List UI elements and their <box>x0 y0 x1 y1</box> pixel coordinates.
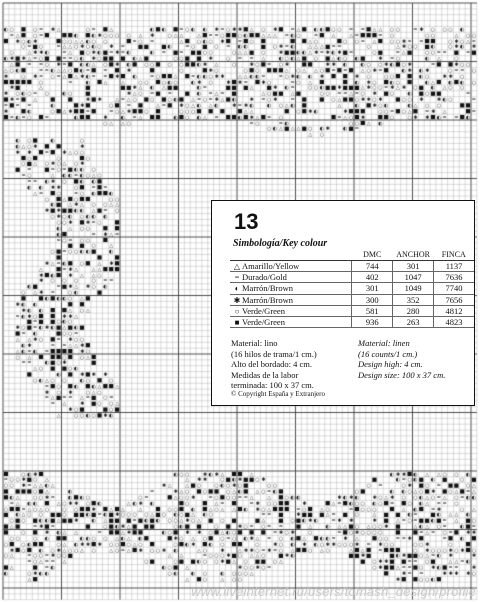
thread-color-name: Marrón/Brown <box>242 283 293 294</box>
dmc-code: 744 <box>352 261 393 272</box>
finca-code: 7740 <box>434 283 474 294</box>
dmc-code: 936 <box>352 316 393 327</box>
key-title: Simbología/Key colour <box>233 238 328 249</box>
key-row-half-moon <box>230 283 474 294</box>
key-row-triangle-outline <box>230 261 474 272</box>
color-key-table <box>230 249 474 328</box>
color-key-rows <box>230 261 474 328</box>
material-english: Material: linen (16 counts/1 cm.) Design high: 4 cm. Design size: 100 x 37 cm. <box>358 338 446 380</box>
anchor-code: 263 <box>393 316 434 327</box>
circle-outline-icon: ○ <box>234 306 240 316</box>
key-row-circle-outline <box>230 305 474 316</box>
thread-color-name: Verde/Green <box>242 317 285 328</box>
finca-code: 4812 <box>434 305 474 316</box>
material-spanish: Material: lino (16 hilos de trama/1 cm.) Alto del bordado: 4 cm. Medidas de la labor terminada: 100 x 37 cm. <box>231 338 317 390</box>
anchor-code: 1049 <box>393 283 434 294</box>
key-row-square-filled <box>230 316 474 327</box>
column-anchor: ANCHOR <box>393 249 434 261</box>
half-moon-icon: ◐ <box>234 284 240 294</box>
finca-code: 4823 <box>434 316 474 327</box>
thread-color-name: Marrón/Brown <box>242 294 293 305</box>
pattern-number: 13 <box>234 209 259 234</box>
square-filled-icon: ■ <box>234 318 240 328</box>
thread-color-name: Verde/Green <box>242 305 285 316</box>
anchor-code: 352 <box>393 294 434 305</box>
dmc-code: 581 <box>352 305 393 316</box>
watermark-url: www.liveinternet.ru/users/tomash_design/profile <box>191 584 476 599</box>
anchor-code: 301 <box>393 261 434 272</box>
triangle-outline-icon: △ <box>233 262 241 272</box>
finca-code: 1137 <box>434 261 474 272</box>
finca-code: 7636 <box>434 272 474 283</box>
dmc-code: 402 <box>352 272 393 283</box>
star-filled-icon: ✱ <box>233 295 241 305</box>
key-colour-panel <box>211 200 475 406</box>
dmc-code: 300 <box>352 294 393 305</box>
copyright-note: © Copyright España y Extranjero <box>231 390 325 398</box>
key-row-star-filled <box>230 294 474 305</box>
thread-color-name: Amarillo/Yellow <box>242 261 300 272</box>
equals-bar-icon: = <box>234 273 240 283</box>
dmc-code: 301 <box>352 283 393 294</box>
column-finca: FINCA <box>434 249 474 261</box>
column-dmc: DMC <box>352 249 393 261</box>
thread-color-name: Durado/Gold <box>242 272 287 283</box>
key-row-equals-bar <box>230 272 474 283</box>
anchor-code: 1047 <box>393 272 434 283</box>
anchor-code: 280 <box>393 305 434 316</box>
finca-code: 7656 <box>434 294 474 305</box>
